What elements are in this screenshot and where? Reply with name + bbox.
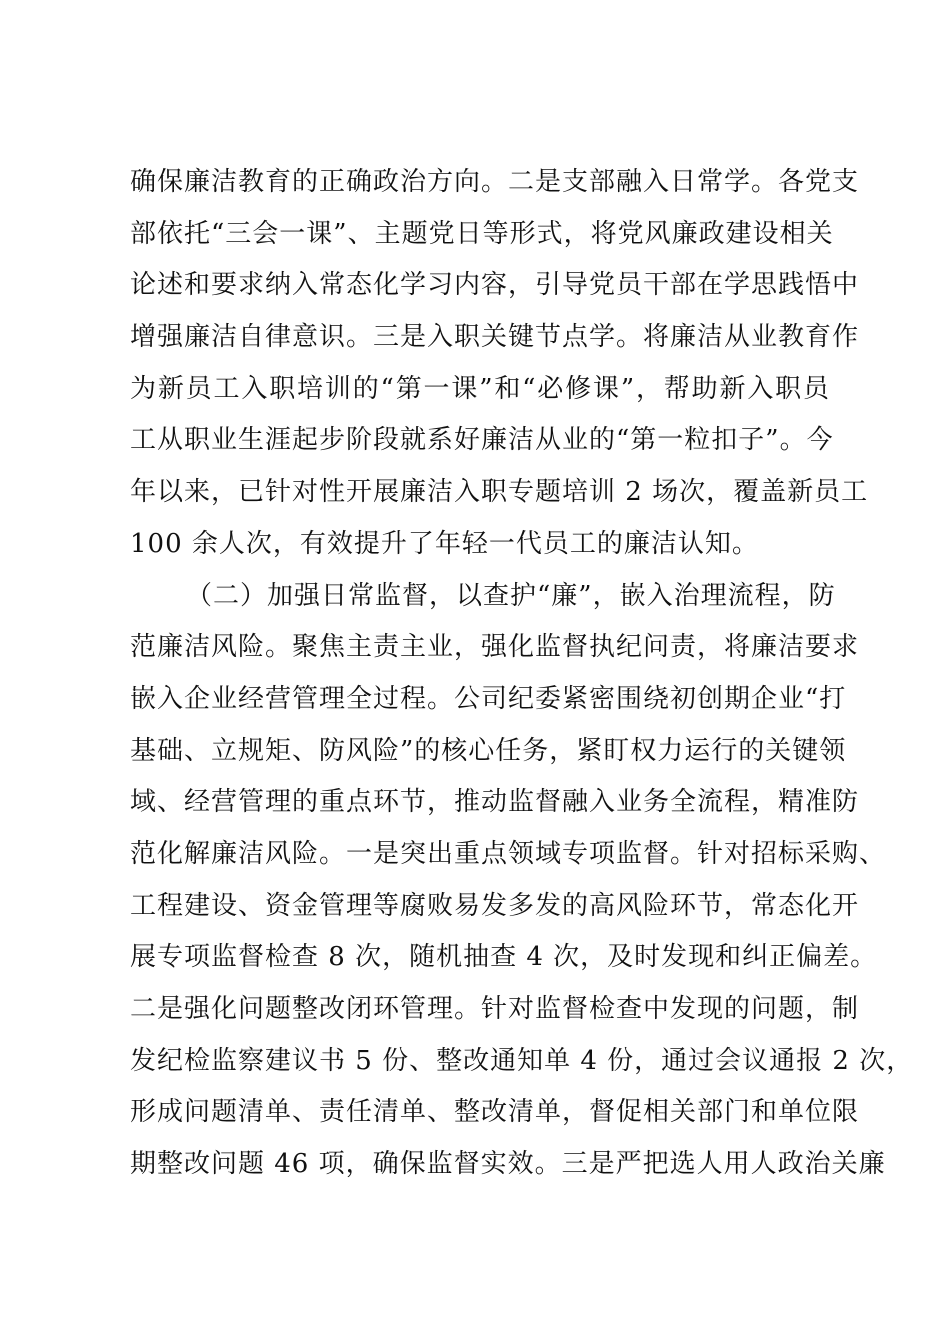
text-line: 形成问题清单、责任清单、整改清单，督促相关部门和单位限 [130, 1097, 860, 1128]
text-line: 工从职业生涯起步阶段就系好廉洁从业的“第一粒扣子”。今 [130, 425, 834, 456]
text-line: 发纪检监察建议书 5 份、整改通知单 4 份，通过会议通报 2 次， [130, 1045, 914, 1076]
text-line: 工程建设、资金管理等腐败易发多发的高风险环节，常态化开 [130, 890, 860, 921]
text-line: 论述和要求纳入常态化学习内容，引导党员干部在学思践悟中 [130, 270, 860, 301]
text-line: 100 余人次，有效提升了年轻一代员工的廉洁认知。 [130, 528, 759, 559]
text-line: 域、经营管理的重点环节，推动监督融入业务全流程，精准防 [130, 787, 860, 818]
text-line: 增强廉洁自律意识。三是入职关键节点学。将廉洁从业教育作 [130, 322, 860, 353]
text-line: 范廉洁风险。聚焦主责主业，强化监督执纪问责，将廉洁要求 [130, 632, 860, 663]
text-line: 范化解廉洁风险。一是突出重点领域专项监督。针对招标采购、 [130, 838, 887, 869]
text-line: 为新员工入职培训的“第一课”和“必修课”，帮助新入职员 [130, 373, 830, 404]
text-line: 年以来，已针对性开展廉洁入职专题培训 2 场次，覆盖新员工 [130, 477, 869, 508]
text-line: 确保廉洁教育的正确政治方向。二是支部融入日常学。各党支 [130, 167, 860, 197]
paragraph-supervision [130, 571, 914, 1191]
section-heading-line: （二）加强日常监督，以查护“廉”，嵌入治理流程，防 [186, 580, 836, 611]
text-line: 展专项监督检查 8 次，随机抽查 4 次，及时发现和纠正偏差。 [130, 942, 878, 973]
text-line: 基础、立规矩、防风险”的核心任务，紧盯权力运行的关键领 [130, 735, 847, 766]
text-line: 嵌入企业经营管理全过程。公司纪委紧密围绕初创期企业“打 [130, 683, 847, 714]
body-text [130, 157, 914, 1191]
paragraph-education [130, 157, 869, 571]
text-line: 二是强化问题整改闭环管理。针对监督检查中发现的问题，制 [130, 994, 860, 1024]
text-line: 期整改问题 46 项，确保监督实效。三是严把选人用人政治关廉 [130, 1149, 886, 1180]
text-line: 部依托“三会一课”、主题党日等形式，将党风廉政建设相关 [130, 218, 834, 249]
